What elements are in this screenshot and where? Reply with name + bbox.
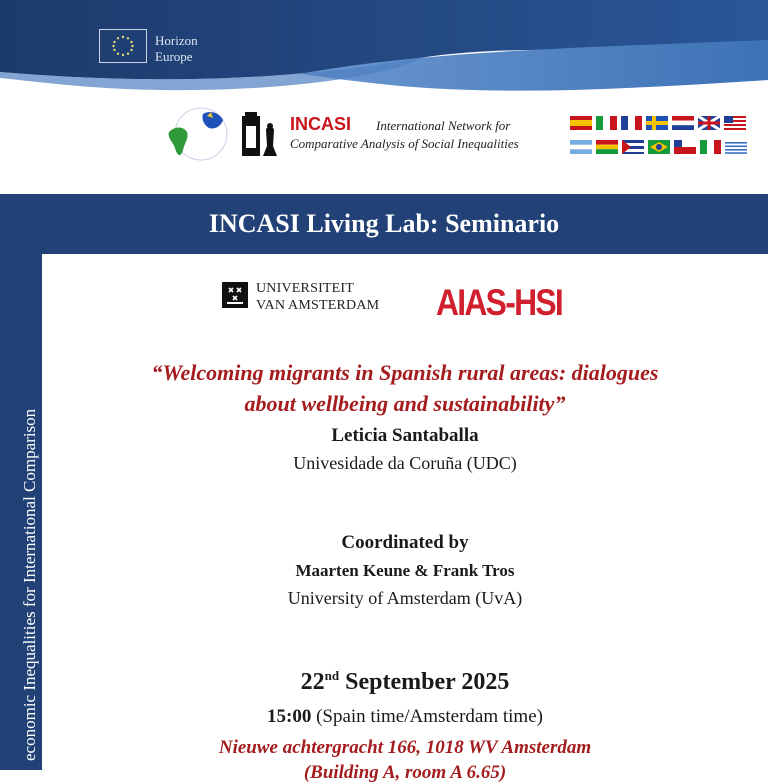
event-time: 15:00 (Spain time/Amsterdam time) [267, 706, 543, 727]
world-map-logo [163, 106, 235, 162]
coordinated-label: Coordinated by [341, 532, 469, 553]
talk-title-line1: “Welcoming migrants in Spanish rural areas: dialogues [151, 360, 659, 385]
uva-crest-icon [222, 282, 248, 308]
incasi-tagline-line2: Comparative Analysis of Social Inequalities [290, 136, 519, 151]
chess-pieces-logo [240, 110, 282, 160]
uva-logo-text: UNIVERSITEIT VAN AMSTERDAM [256, 281, 380, 313]
talk-title-line2: about wellbeing and sustainability” [244, 391, 566, 416]
partner-country-flags [570, 116, 748, 156]
speaker-affiliation: Univesidade da Coruña (UDC) [293, 453, 517, 473]
aias-hsi-logo [434, 280, 564, 323]
programme-name: Horizon Europe [155, 33, 198, 64]
left-sidebar-band [0, 254, 42, 770]
coordinator-names: Maarten Keune & Frank Tros [295, 561, 515, 580]
event-date: 22nd September 2025 [300, 668, 510, 695]
incasi-tagline-line1: International Network for [376, 118, 511, 133]
svg-text:AIAS-HSI: AIAS-HSI [436, 282, 562, 323]
page-title: INCASI Living Lab: Seminario [208, 209, 560, 238]
event-address: Nieuwe achtergracht 166, 1018 WV Amsterdam [218, 737, 592, 758]
title-band [0, 194, 768, 254]
coordinator-affiliation: University of Amsterdam (UvA) [287, 588, 523, 608]
incasi-brand-name: INCASI [290, 114, 352, 134]
sidebar-vertical-text: economic Inequalities for International Comparison [20, 408, 39, 761]
speaker-name: Leticia Santaballa [331, 425, 479, 446]
event-building: (Building A, room A 6.65) [303, 762, 507, 783]
eu-flag-logo [99, 29, 147, 63]
